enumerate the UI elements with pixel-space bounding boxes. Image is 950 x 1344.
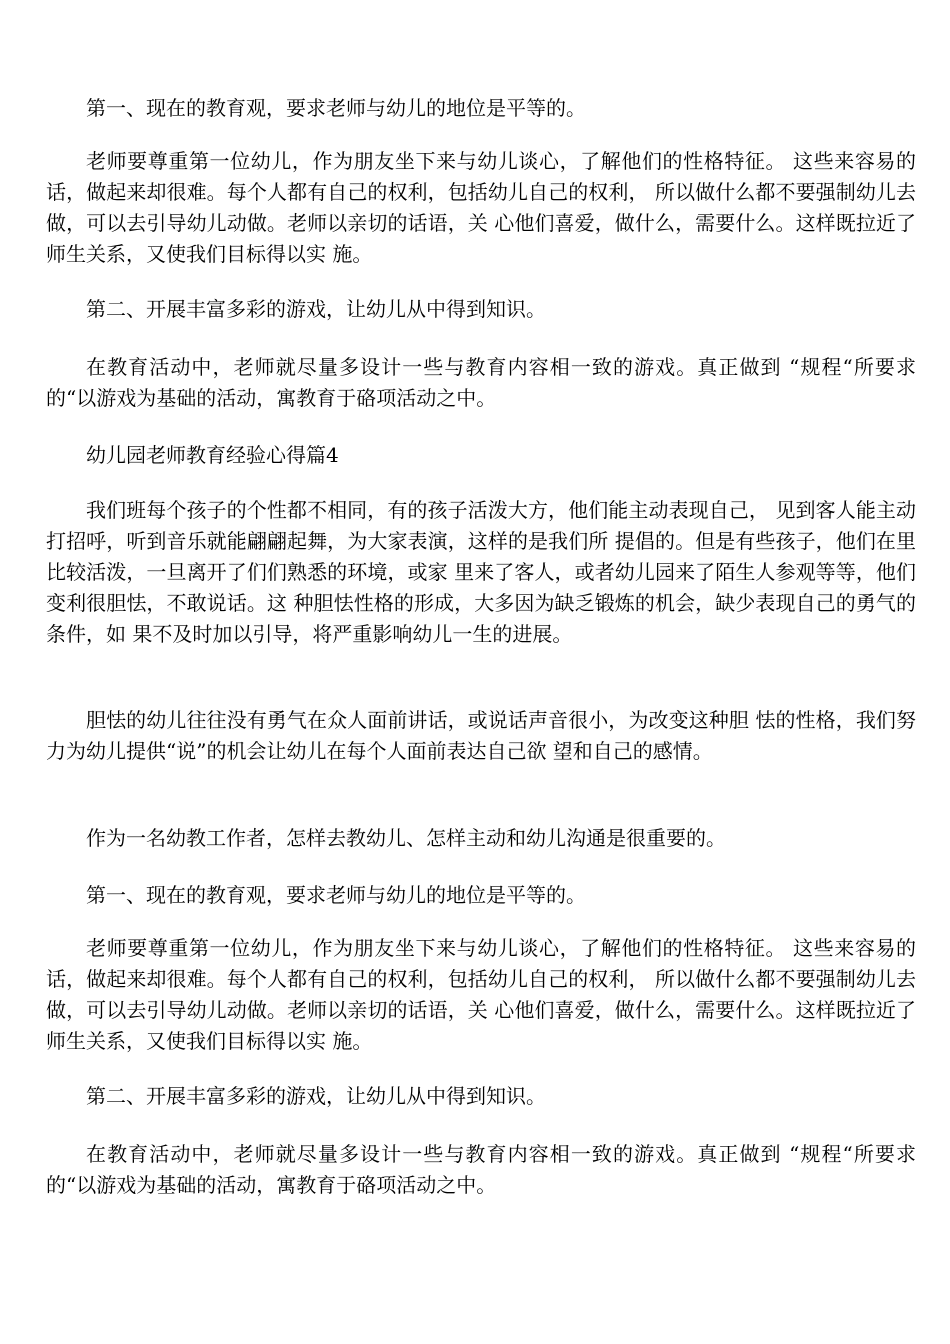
paragraph-1: 第一、现在的教育观，要求老师与幼儿的地位是平等的。 — [86, 96, 586, 120]
paragraph-4: 在教育活动中，老师就尽量多设计一些与教育内容相一致的游戏。真正做到 “规程“所要求的“以游戏为基础的活动，寓教育于硌项活动之中。 — [46, 355, 916, 410]
paragraph-3: 第二、开展丰富多彩的游戏，让幼儿从中得到知识。 — [86, 297, 546, 321]
section-heading: 幼儿园老师教育经验心得篇4 — [86, 443, 339, 467]
paragraph-8: 第一、现在的教育观，要求老师与幼儿的地位是平等的。 — [86, 883, 586, 907]
paragraph-2: 老师要尊重第一位幼儿，作为朋友坐下来与幼儿谈心，了解他们的性格特征。 这些来容易的话，做起来却很难。每个人都有自己的权利，包括幼儿自己的权利， 所以做什么都不要强制幼儿去做，可以去引导幼儿动做。老师以亲切的话语，关 心他们喜爱，做什么，需要什么。这样既拉近了师生关系，又使我们目标得以实 施。 — [46, 149, 916, 266]
paragraph-5: 我们班每个孩子的个性都不相同，有的孩子活泼大方，他们能主动表现自己， 见到客人能主动打招呼，听到音乐就能翩翩起舞，为大家表演，这样的是我们所 提倡的。但是有些孩子，他们在里比较活泼，一旦离开了们们熟悉的环境，或家 里来了客人，或者幼儿园来了陌生人参观等等，他们变利很胆怯，不敢说话。这 种胆怯性格的形成，大多因为缺乏锻炼的机会，缺少表现自己的勇气的条件，如 果不及时加以引导，将严重影响幼儿一生的进展。 — [46, 498, 916, 646]
paragraph-7: 作为一名幼教工作者，怎样去教幼儿、怎样主动和幼儿沟通是很重要的。 — [86, 826, 726, 850]
paragraph-9: 老师要尊重第一位幼儿，作为朋友坐下来与幼儿谈心，了解他们的性格特征。 这些来容易的话，做起来却很难。每个人都有自己的权利，包括幼儿自己的权利， 所以做什么都不要强制幼儿去做，可以去引导幼儿动做。老师以亲切的话语，关 心他们喜爱，做什么，需要什么。这样既拉近了师生关系，又使我们目标得以实 施。 — [46, 936, 916, 1053]
paragraph-11: 在教育活动中，老师就尽量多设计一些与教育内容相一致的游戏。真正做到 “规程“所要求的“以游戏为基础的活动，寓教育于硌项活动之中。 — [46, 1142, 916, 1197]
paragraph-10: 第二、开展丰富多彩的游戏，让幼儿从中得到知识。 — [86, 1084, 546, 1108]
paragraph-6: 胆怯的幼儿往往没有勇气在众人面前讲话，或说话声音很小，为改变这种胆 怯的性格，我们努力为幼儿提供“说”的机会让幼儿在每个人面前表达自己欲 望和自己的感情。 — [46, 708, 916, 763]
